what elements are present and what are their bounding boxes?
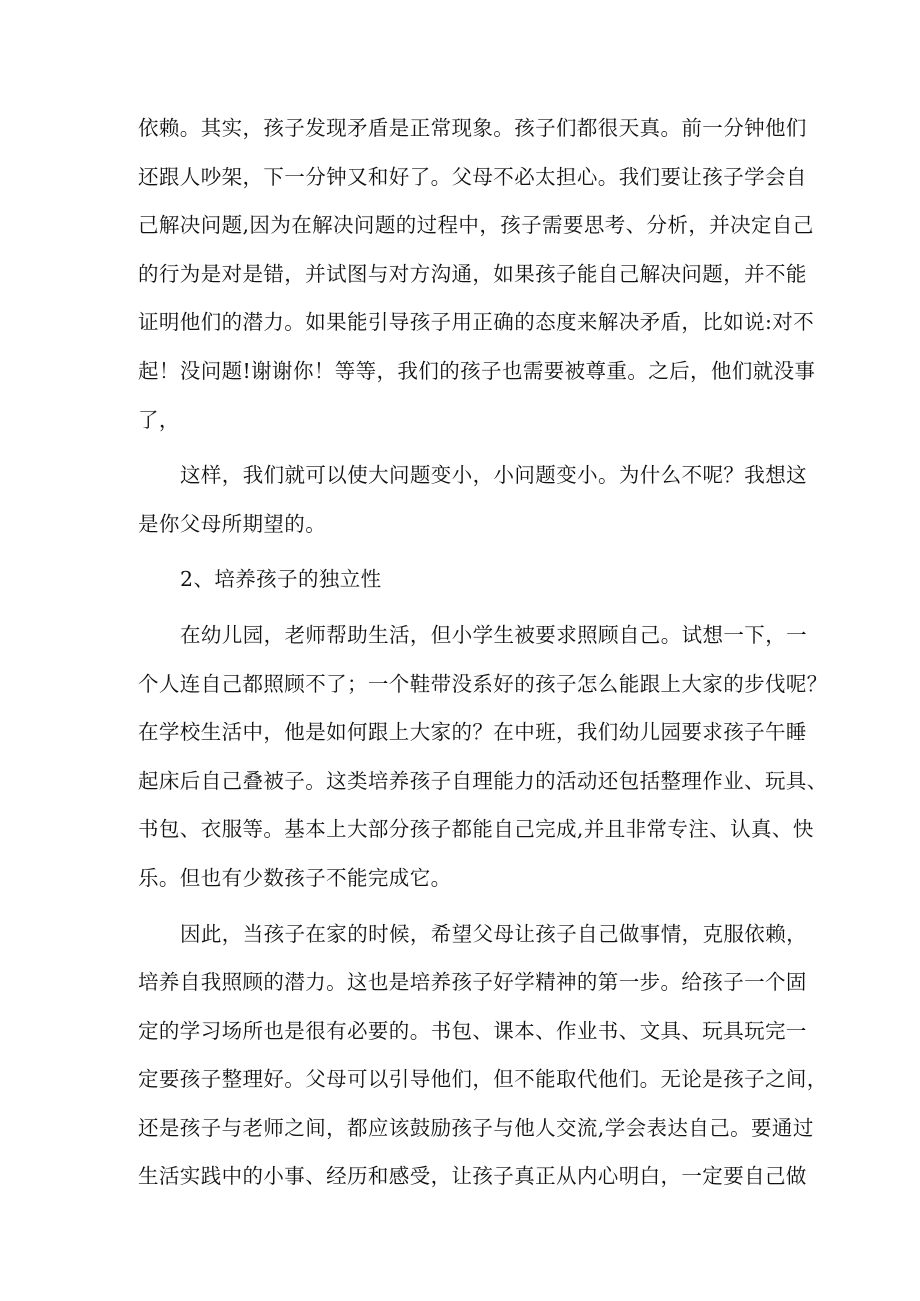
text-line: 起！没问题!谢谢你！等等，我们的孩子也需要被尊重。之后，他们就没事: [138, 358, 816, 383]
text-line: 还是孩子与老师之间，都应该鼓励孩子与他人交流,学会表达自己。要通过: [138, 1115, 814, 1140]
paragraph-4: [138, 910, 828, 1202]
text-line: 生活实践中的小事、经历和感受，让孩子真正从内心明白，一定要自己做: [138, 1164, 807, 1189]
text-line: 是你父母所期望的。: [138, 511, 327, 536]
text-line: 证明他们的潜力。如果能引导孩子用正确的态度来解决矛盾，比如说:对不: [138, 310, 815, 335]
paragraph-2: [138, 451, 807, 548]
text-line: 因此，当孩子在家的时候，希望父母让孩子自己做事情，克服依赖，: [180, 921, 807, 946]
text-line: 起床后自己叠被子。这类培养孩子自理能力的活动还包括整理作业、玩具、: [138, 768, 828, 793]
body-text: [138, 104, 828, 1201]
heading-line: 2、培养孩子的独立性: [180, 567, 382, 592]
paragraph-3: [138, 611, 828, 903]
text-line: 在幼儿园，老师帮助生活，但小学生被要求照顾自己。试想一下，一: [180, 622, 807, 647]
text-line: 书包、衣服等。基本上大部分孩子都能自己完成,并且非常专注、认真、快: [138, 817, 814, 842]
text-line: 了，: [138, 407, 180, 432]
text-line: 己解决问题,因为在解决问题的过程中，孩子需要思考、分析，并决定自己: [138, 213, 814, 238]
text-line: 依赖。其实，孩子发现矛盾是正常现象。孩子们都很天真。前一分钟他们: [138, 116, 807, 140]
text-line: 的行为是对是错，并试图与对方沟通，如果孩子能自己解决问题，并不能: [138, 261, 807, 286]
text-line: 乐。但也有少数孩子不能完成它。: [138, 865, 452, 890]
text-line: 这样，我们就可以使大问题变小，小问题变小。为什么不呢？我想这: [180, 463, 807, 488]
text-line: 个人连自己都照顾不了；一个鞋带没系好的孩子怎么能跟上大家的步伐呢？: [138, 671, 828, 696]
text-line: 定的学习场所也是很有必要的。书包、课本、作业书、文具、玩具玩完一: [138, 1018, 807, 1043]
text-line: 培养自我照顾的潜力。这也是培养孩子好学精神的第一步。给孩子一个固: [138, 970, 807, 995]
text-line: 定要孩子整理好。父母可以引导他们，但不能取代他们。无论是孩子之间，: [138, 1067, 828, 1092]
text-line: 在学校生活中，他是如何跟上大家的？在中班，我们幼儿园要求孩子午睡: [138, 720, 807, 745]
section-heading: [138, 555, 798, 604]
text-line: 还跟人吵架，下一分钟又和好了。父母不必太担心。我们要让孩子学会自: [138, 164, 807, 189]
paragraph-1: [138, 104, 816, 444]
